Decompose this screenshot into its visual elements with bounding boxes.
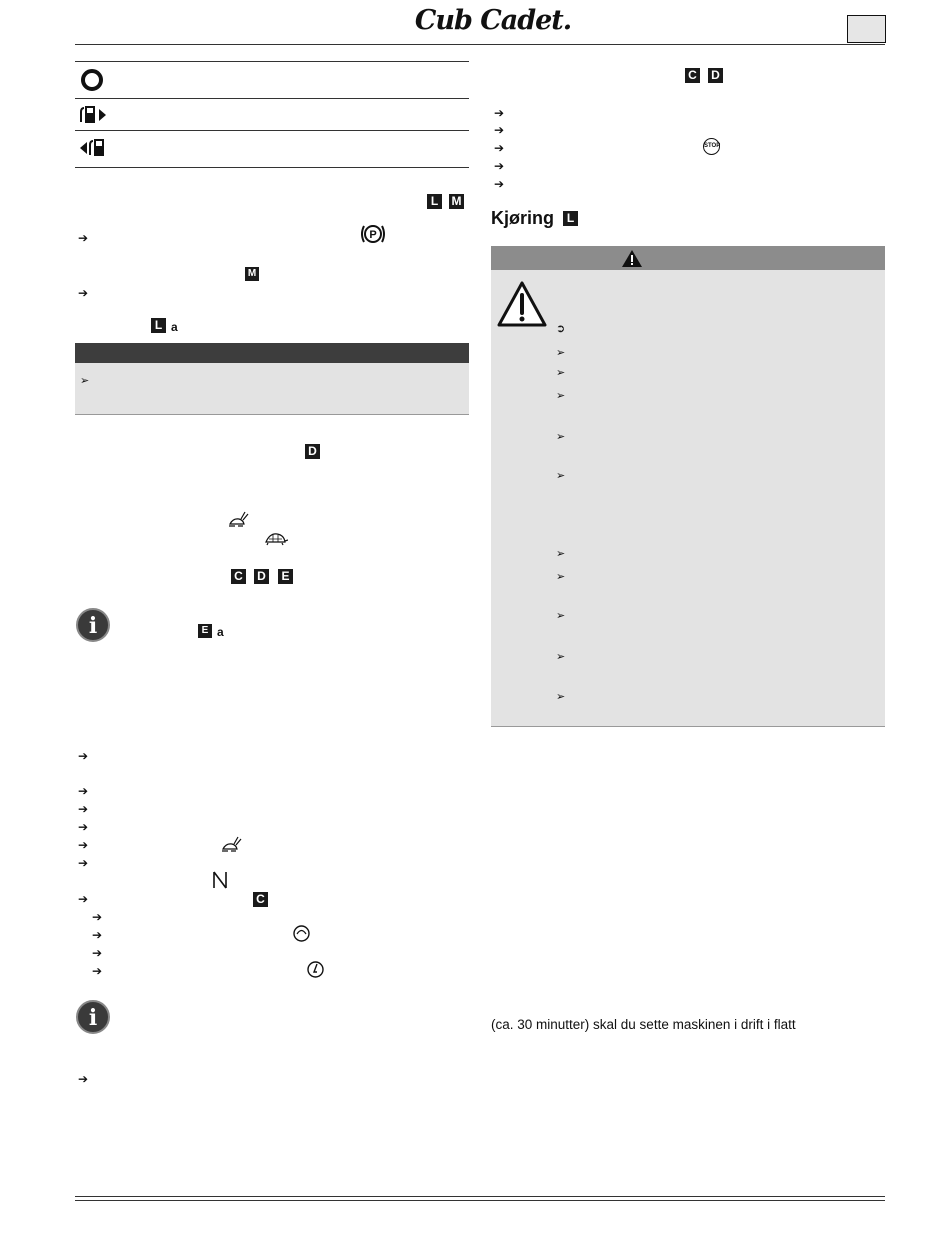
bullet-arrow: ➔ [78, 856, 89, 870]
fuel-pump-in-icon [79, 137, 109, 159]
bullet-arrow: ➔ [78, 838, 89, 852]
figure-ref-c: C [231, 569, 246, 584]
bullet-arrow: ➔ [78, 802, 89, 816]
parking-brake-icon [359, 222, 387, 246]
bullet-arrow: ➔ [494, 123, 505, 137]
bullet-triangle: ➢ [80, 375, 90, 387]
warning-triangle-icon [496, 280, 548, 328]
bullet-triangle: ➢ [556, 470, 566, 482]
warning-small-icon [621, 249, 643, 268]
bullet-triangle: ➢ [556, 548, 566, 560]
note-box-header [75, 343, 469, 363]
bullet-arrow-sub: ➔ [92, 946, 103, 960]
choke-symbol-icon [292, 924, 311, 943]
info-icon: i [76, 1000, 110, 1034]
bullet-triangle: ➢ [556, 651, 566, 663]
figure-ref-c: C [685, 68, 700, 83]
table-row-rule [75, 98, 469, 99]
figure-ref-d: D [305, 444, 320, 459]
figure-ref-l: L [151, 318, 166, 333]
figure-ref-m: M [245, 267, 259, 281]
circle-symbol-icon [80, 68, 104, 92]
figure-ref-d: D [708, 68, 723, 83]
figure-ref-e: E [278, 569, 293, 584]
bullet-arrow: ➔ [494, 177, 505, 191]
bullet-triangle: ➢ [556, 367, 566, 379]
bullet-arrow: ➔ [78, 286, 89, 300]
rabbit-fast-icon [227, 510, 249, 528]
info-icon: i [76, 608, 110, 642]
bullet-triangle: ➢ [556, 347, 566, 359]
bullet-triangle: ➢ [556, 390, 566, 402]
turtle-slow-icon [262, 531, 288, 547]
header-rule [75, 44, 885, 45]
bullet-triangle: ➢ [556, 431, 566, 443]
fuel-pump-out-icon [79, 104, 109, 126]
neutral-symbol-icon [211, 870, 229, 890]
bullet-triangle: ➢ [556, 691, 566, 703]
section-heading [491, 207, 554, 229]
bullet-arrow: ➔ [78, 820, 89, 834]
bullet-triangle: ➢ [556, 610, 566, 622]
language-tab [847, 15, 886, 43]
bullet-arrow: ➔ [494, 159, 505, 173]
footer-rule [75, 1196, 885, 1201]
throttle-symbol-icon [306, 960, 325, 979]
rabbit-fast-icon [220, 835, 242, 853]
bullet-arrow: ➔ [78, 784, 89, 798]
figure-ref-l: L [427, 194, 442, 209]
bullet-arrow-sub: ➔ [92, 910, 103, 924]
bullet-arrow: ➔ [78, 1072, 89, 1086]
bullet-arrow: ➔ [494, 106, 505, 120]
figure-ref-suffix: a [217, 625, 224, 639]
figure-ref-l: L [563, 211, 578, 226]
warning-box [491, 246, 885, 727]
bullet-triangle: ➢ [556, 571, 566, 583]
body-text-line: (ca. 30 minutter) skal du sette maskinen i drift i flatt [491, 1017, 796, 1032]
cub-cadet-logo: Cub Cadet. [414, 5, 572, 36]
table-bottom-rule [75, 167, 469, 168]
figure-ref-m: M [449, 194, 464, 209]
table-top-rule [75, 61, 469, 62]
warning-box-header [491, 246, 885, 270]
figure-ref-e: E [198, 624, 212, 638]
table-row-rule [75, 130, 469, 131]
note-box-body [75, 363, 469, 415]
bullet-arrow: ➔ [78, 231, 89, 245]
figure-ref-suffix: a [171, 320, 178, 334]
bullet-return-arrow: ➲ [556, 323, 566, 335]
bullet-arrow: ➔ [78, 749, 89, 763]
bullet-arrow-sub: ➔ [92, 928, 103, 942]
bullet-arrow-sub: ➔ [92, 964, 103, 978]
stop-symbol-icon: STOP [703, 138, 720, 155]
figure-ref-c: C [253, 892, 268, 907]
svg-text:P: P [369, 229, 377, 241]
section-heading-text: Kjøring [491, 208, 554, 228]
bullet-arrow: ➔ [494, 141, 505, 155]
bullet-arrow: ➔ [78, 892, 89, 906]
figure-ref-d: D [254, 569, 269, 584]
